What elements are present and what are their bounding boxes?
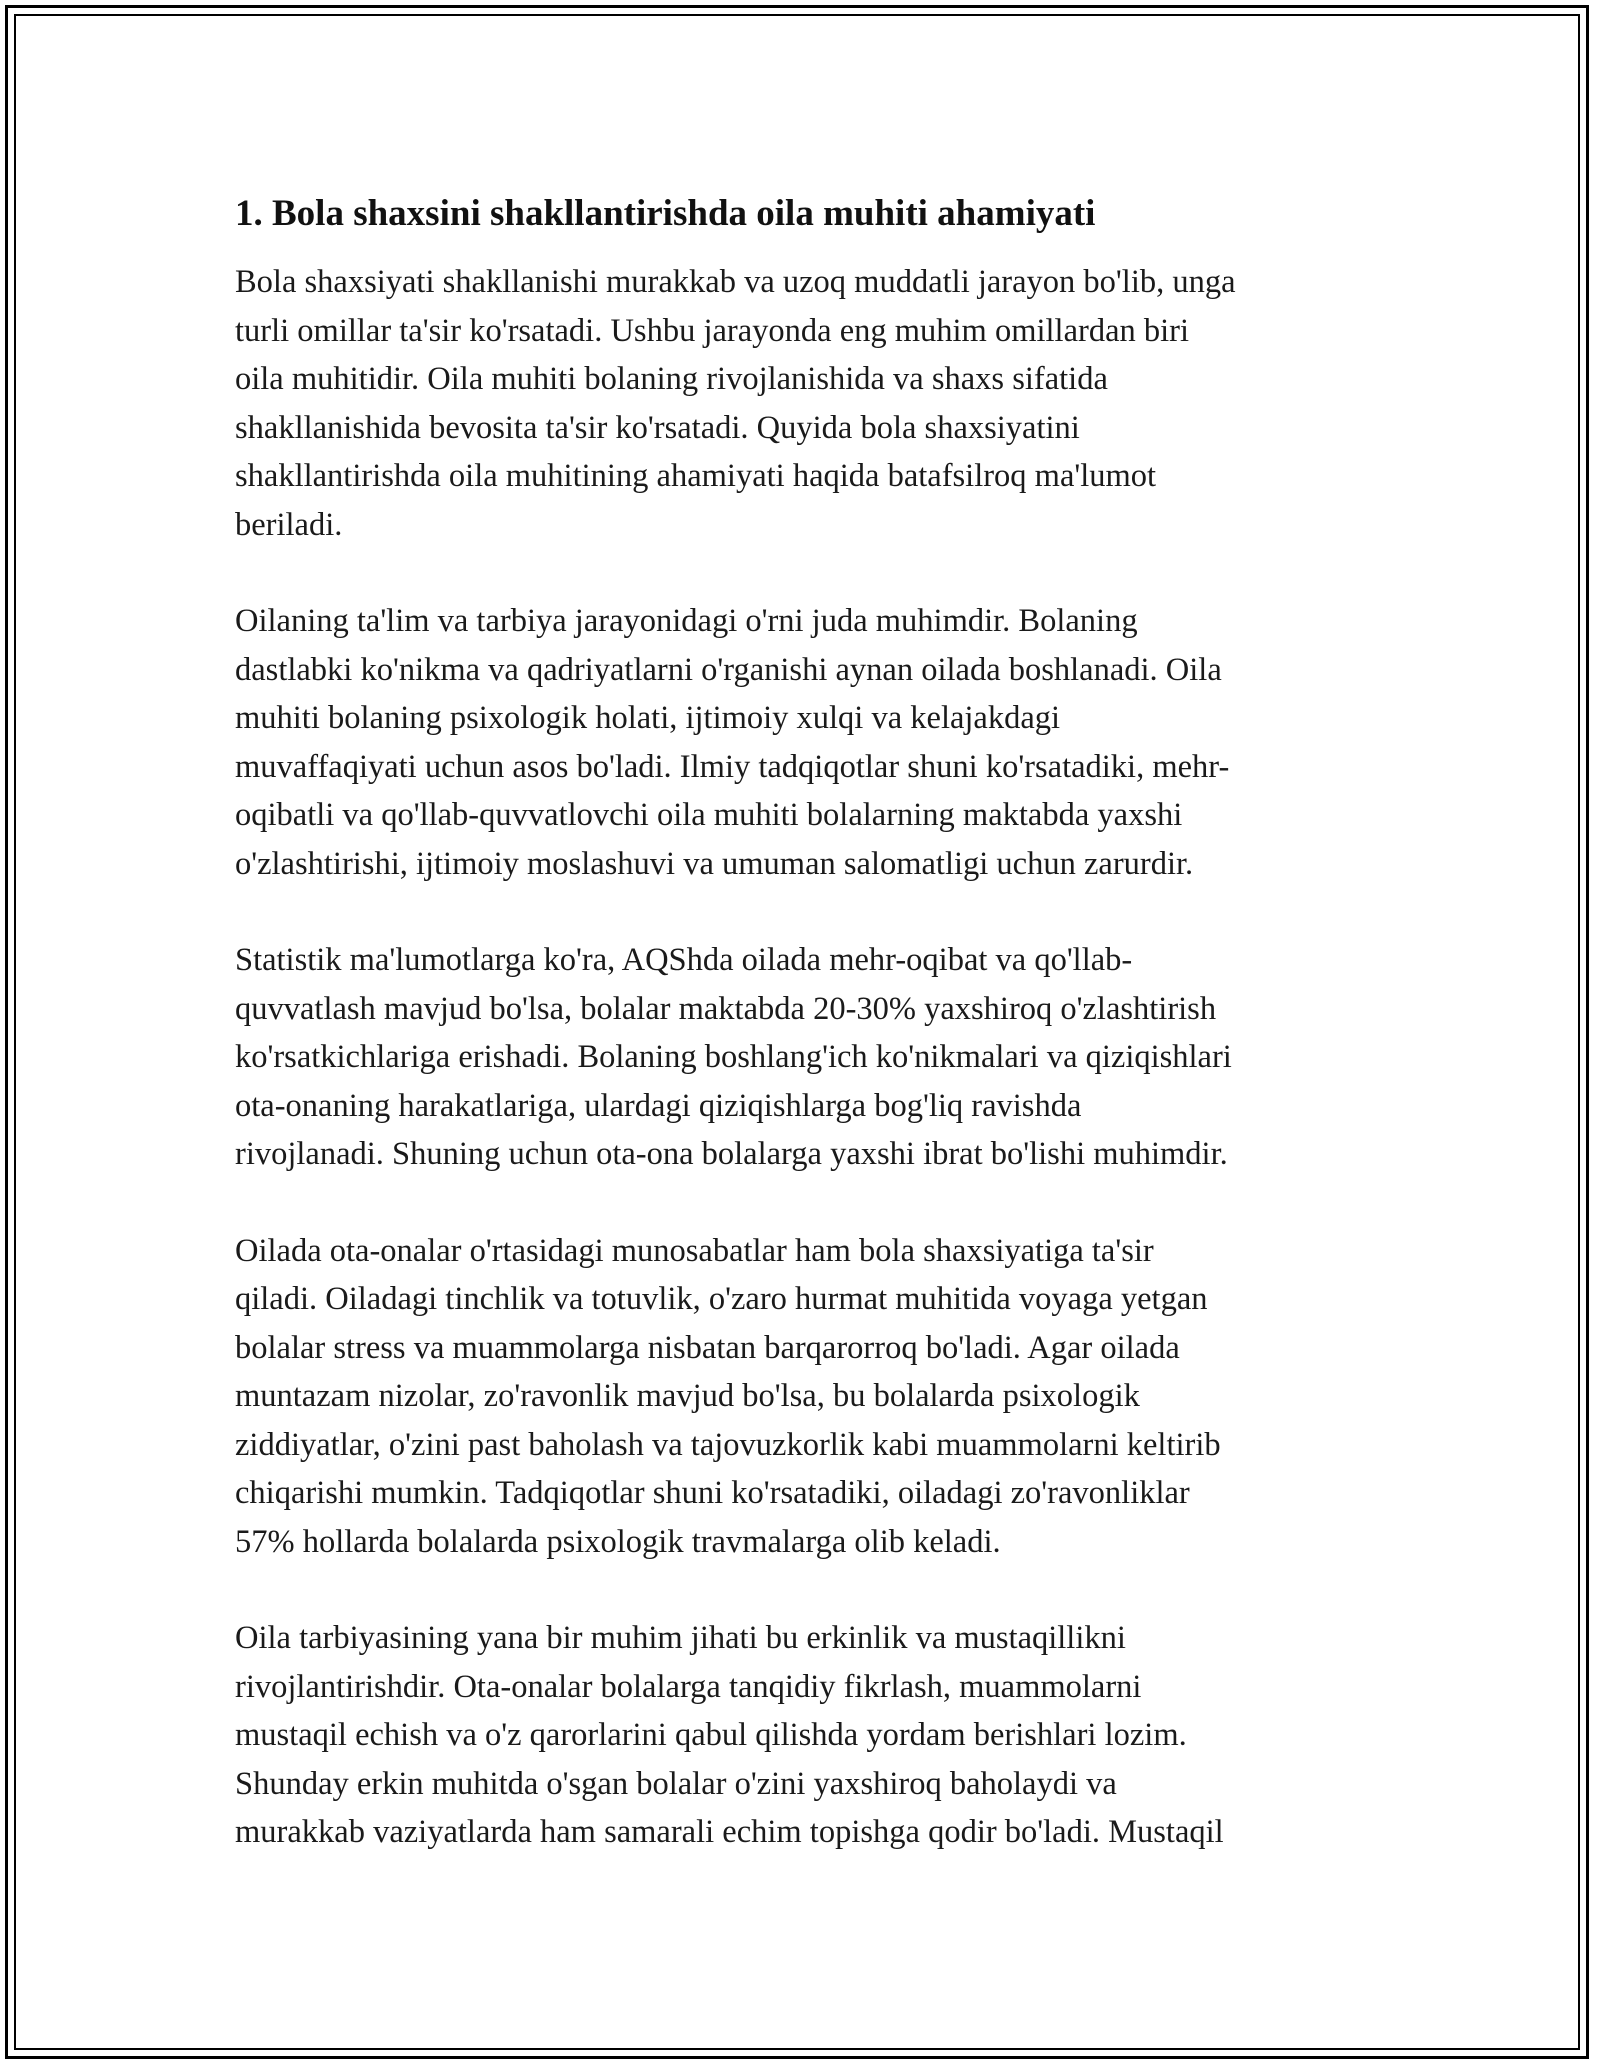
- paragraph-line: muhiti bolaning psixologik holati, ijtimoiy xulqi va kelajakdagi: [235, 700, 1061, 736]
- document-body: [235, 190, 1375, 1905]
- paragraph-line: ota-onaning harakatlariga, ulardagi qiziqishlarga bog'liq ravishda: [235, 1087, 1082, 1124]
- section-heading: 1. Bola shaxsini shakllantirishda oila muhiti ahamiyati: [235, 193, 1096, 234]
- paragraph-line: Oila tarbiyasining yana bir muhim jihati bu erkinlik va mustaqillikni: [235, 1620, 1126, 1656]
- paragraph-line: mustaqil echish va o'z qarorlarini qabul qilishda yordam berishlari lozim.: [235, 1717, 1187, 1753]
- paragraph-line: oqibatli va qo'llab-quvvatlovchi oila muhiti bolalarning maktabda yaxshi: [235, 797, 1183, 833]
- paragraph-line: ko'rsatkichlariga erishadi. Bolaning boshlang'ich ko'nikmalari va qiziqishlari: [235, 1039, 1232, 1075]
- paragraph-line: Bola shaxsiyati shakllanishi murakkab va uzoq muddatli jarayon bo'lib, unga: [235, 264, 1236, 300]
- paragraph-line: shakllanishida bevosita ta'sir ko'rsatadi. Quyida bola shaxsiyatini: [235, 409, 1080, 446]
- paragraph-line: bolalar stress va muammolarga nisbatan barqarorroq bo'ladi. Agar oilada: [235, 1329, 1180, 1366]
- paragraph-line: Oilaning ta'lim va tarbiya jarayonidagi o'rni juda muhimdir. Bolaning: [235, 603, 1138, 639]
- paragraph-2: [235, 597, 1375, 888]
- paragraph-line: Oilada ota-onalar o'rtasidagi munosabatlar ham bola shaxsiyatiga ta'sir: [235, 1232, 1154, 1269]
- paragraph-line: oila muhitidir. Oila muhiti bolaning rivojlanishida va shaxs sifatida: [235, 361, 1108, 397]
- paragraph-line: chiqarishi mumkin. Tadqiqotlar shuni ko'rsatadiki, oiladagi zo'ravonliklar: [235, 1475, 1190, 1511]
- paragraph-line: quvvatlash mavjud bo'lsa, bolalar maktabda 20-30% yaxshiroq o'zlashtirish: [235, 990, 1217, 1027]
- paragraph-line: dastlabki ko'nikma va qadriyatlarni o'rganishi aynan oilada boshlanadi. Oila: [235, 651, 1222, 688]
- paragraph-line: muvaffaqiyati uchun asos bo'ladi. Ilmiy tadqiqotlar shuni ko'rsatadiki, mehr-: [235, 748, 1230, 785]
- paragraph-4: [235, 1227, 1375, 1567]
- paragraph-line: murakkab vaziyatlarda ham samarali echim topishga qodir bo'ladi. Mustaqil: [235, 1814, 1224, 1850]
- paragraph-line: rivojlantirishdir. Ota-onalar bolalarga tanqidiy fikrlash, muammolarni: [235, 1668, 1142, 1705]
- paragraph-line: Shunday erkin muhitda o'sgan bolalar o'zini yaxshiroq baholaydi va: [235, 1765, 1117, 1802]
- paragraph-line: qiladi. Oiladagi tinchlik va totuvlik, o'zaro hurmat muhitida voyaga yetgan: [235, 1281, 1208, 1317]
- paragraph-line: 57% hollarda bolalarda psixologik travmalarga olib keladi.: [235, 1523, 1001, 1560]
- paragraph-line: o'zlashtirishi, ijtimoiy moslashuvi va umuman salomatligi uchun zarurdir.: [235, 845, 1194, 882]
- paragraph-line: rivojlanadi. Shuning uchun ota-ona bolalarga yaxshi ibrat bo'lishi muhimdir.: [235, 1136, 1228, 1172]
- paragraph-line: Statistik ma'lumotlarga ko'ra, AQShda oilada mehr-oqibat va qo'llab-: [235, 942, 1133, 978]
- paragraph-line: shakllantirishda oila muhitining ahamiyati haqida batafsilroq ma'lumot: [235, 458, 1157, 494]
- paragraph-line: turli omillar ta'sir ko'rsatadi. Ushbu jarayonda eng muhim omillardan biri: [235, 312, 1190, 349]
- paragraph-3: [235, 936, 1375, 1179]
- paragraph-5: [235, 1614, 1375, 1857]
- paragraph-1: [235, 258, 1375, 549]
- paragraph-line: ziddiyatlar, o'zini past baholash va tajovuzkorlik kabi muammolarni keltirib: [235, 1426, 1221, 1463]
- paragraph-line: beriladi.: [235, 506, 343, 543]
- paragraph-line: muntazam nizolar, zo'ravonlik mavjud bo'lsa, bu bolalarda psixologik: [235, 1378, 1140, 1414]
